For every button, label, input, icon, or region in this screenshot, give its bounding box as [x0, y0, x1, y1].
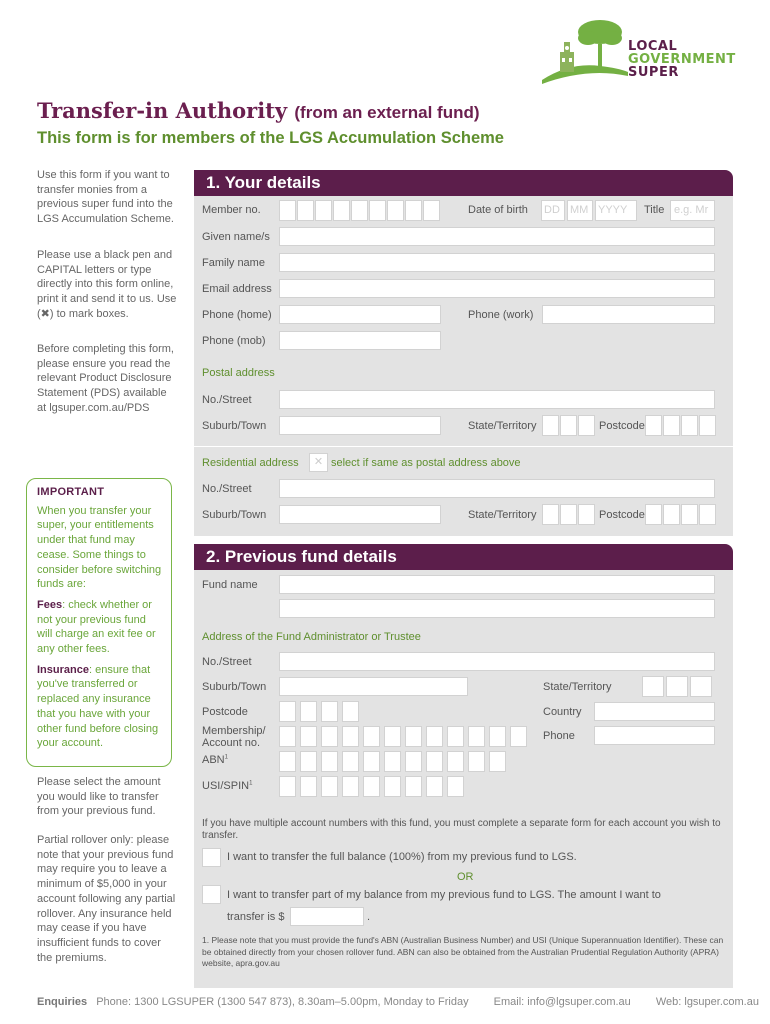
- membership-label-line1: Membership/: [202, 725, 266, 737]
- pds-text: Before completing this form, please ensure you read the relevant Product Disclosure Statement (PDS) available at lgsuper.com.au/PDS: [37, 343, 174, 414]
- footer-email[interactable]: Email: info@lgsuper.com.au: [493, 996, 631, 1008]
- abn-label: [202, 754, 228, 766]
- fund-name-label: Fund name: [202, 579, 258, 591]
- important-title: IMPORTANT: [37, 486, 105, 498]
- residential-state-box[interactable]: [542, 504, 559, 525]
- usi-footnote-ref: 1: [249, 780, 253, 787]
- divider: [194, 446, 733, 447]
- phone-work-label: Phone (work): [468, 309, 534, 321]
- intro-text: Use this form if you want to transfer monies from a previous super fund into the LGS Accumulation Scheme.: [37, 169, 174, 226]
- phone-mob-field[interactable]: [279, 331, 441, 350]
- partial-rollover-text: Partial rollover only: please note that your previous fund may require you to leave a minimum of $5,000 in your account following any partial rollover. Any insurance held may cease if you have insufficient funds to cover the premiums.: [37, 834, 176, 964]
- transfer-amount-period: .: [367, 911, 371, 923]
- title-field[interactable]: [670, 200, 715, 221]
- usi-box[interactable]: [321, 776, 338, 797]
- abn-box[interactable]: [342, 751, 359, 772]
- postal-address-heading: Postal address: [202, 367, 275, 379]
- postal-postcode-box[interactable]: [645, 415, 662, 436]
- usi-box[interactable]: [342, 776, 359, 797]
- select-amount-text: Please select the amount you would like to transfer from your previous fund.: [37, 776, 161, 818]
- membership-box[interactable]: [363, 726, 380, 747]
- postal-suburb-field[interactable]: [279, 416, 441, 435]
- residential-postcode-box[interactable]: [699, 504, 716, 525]
- abn-box[interactable]: [384, 751, 401, 772]
- member-no-box[interactable]: [279, 200, 296, 221]
- tree-logo-icon: [540, 18, 630, 88]
- residential-state-label: State/Territory: [468, 509, 537, 521]
- phone-home-label: Phone (home): [202, 309, 272, 321]
- fund-phone-label: Phone: [543, 730, 575, 742]
- footer-web[interactable]: Web: lgsuper.com.au: [655, 996, 759, 1008]
- abn-box[interactable]: [300, 751, 317, 772]
- important-text: When you transfer your super, your entitlements under that fund may cease. Some things to consider before switching funds are:: [37, 504, 162, 591]
- postal-state-box[interactable]: [542, 415, 559, 436]
- fees-note: [37, 598, 162, 657]
- membership-box[interactable]: [426, 726, 443, 747]
- postal-state-box[interactable]: [560, 415, 577, 436]
- dob-year-field[interactable]: [595, 200, 637, 221]
- postal-state-label: State/Territory: [468, 420, 537, 432]
- brand-line3: SUPER: [628, 65, 679, 80]
- fund-postcode-label: Postcode: [202, 706, 248, 718]
- dob-month-placeholder: MM: [570, 204, 589, 216]
- fees-text: : check whether or not your previous fund will charge an exit fee or any other fees.: [37, 598, 156, 656]
- residential-postcode-label: Postcode: [599, 509, 645, 521]
- usi-box[interactable]: [300, 776, 317, 797]
- page-subtitle: This form is for members of the LGS Accumulation Scheme: [37, 129, 504, 147]
- membership-box[interactable]: [489, 726, 506, 747]
- fund-state-box[interactable]: [690, 676, 712, 697]
- postal-postcode-box[interactable]: [681, 415, 698, 436]
- section2-panel: [194, 570, 733, 988]
- page-title: [37, 98, 480, 123]
- postal-postcode-box[interactable]: [663, 415, 680, 436]
- fund-phone-field[interactable]: [594, 726, 715, 745]
- fund-suburb-label: Suburb/Town: [202, 681, 267, 693]
- fees-label: Fees: [37, 598, 63, 611]
- abn-box[interactable]: [321, 751, 338, 772]
- brand-wordmark: [628, 40, 736, 79]
- usi-box[interactable]: [363, 776, 380, 797]
- member-no-box[interactable]: [333, 200, 350, 221]
- dob-month-field[interactable]: [567, 200, 593, 221]
- fund-name-field-2[interactable]: [279, 599, 715, 618]
- phone-work-field[interactable]: [542, 305, 715, 324]
- fund-name-field[interactable]: [279, 575, 715, 594]
- multiple-accounts-note: If you have multiple account numbers with this fund, you must complete a separate form for each account you wish to transfer.: [202, 818, 721, 841]
- fund-postcode-box[interactable]: [279, 701, 296, 722]
- usi-box[interactable]: [426, 776, 443, 797]
- instructions-text: Please use a black pen and CAPITAL letters or type directly into this form online, print it and send it to us. Use (✖) to mark boxes.: [37, 249, 177, 320]
- residential-suburb-label: Suburb/Town: [202, 509, 267, 521]
- abn-box[interactable]: [363, 751, 380, 772]
- member-no-box[interactable]: [387, 200, 404, 221]
- section2-heading: 2. Previous fund details: [194, 544, 733, 570]
- postal-postcode-label: Postcode: [599, 420, 645, 432]
- usi-label-text: USI/SPIN: [202, 780, 250, 792]
- title-main: Transfer-in Authority: [37, 98, 288, 123]
- usi-box[interactable]: [405, 776, 422, 797]
- fund-street-label: No./Street: [202, 656, 252, 668]
- membership-label: [202, 725, 266, 749]
- membership-box[interactable]: [468, 726, 485, 747]
- residential-street-field[interactable]: [279, 479, 715, 498]
- fund-postcode-box[interactable]: [321, 701, 338, 722]
- brand-line2: GOVERNMENT: [628, 52, 736, 67]
- fund-postcode-box[interactable]: [300, 701, 317, 722]
- member-no-box[interactable]: [405, 200, 422, 221]
- or-label: OR: [457, 871, 474, 883]
- same-as-postal-label: select if same as postal address above: [331, 457, 521, 469]
- email-field[interactable]: [279, 279, 715, 298]
- insurance-note: [37, 663, 162, 751]
- residential-postcode-box[interactable]: [681, 504, 698, 525]
- postal-street-field[interactable]: [279, 390, 715, 409]
- admin-address-heading: Address of the Fund Administrator or Trustee: [202, 631, 421, 643]
- residential-postcode-box[interactable]: [663, 504, 680, 525]
- residential-suburb-field[interactable]: [279, 505, 441, 524]
- member-no-box[interactable]: [423, 200, 440, 221]
- membership-box[interactable]: [405, 726, 422, 747]
- membership-box[interactable]: [447, 726, 464, 747]
- phone-home-field[interactable]: [279, 305, 441, 324]
- abn-box[interactable]: [447, 751, 464, 772]
- brand-line1: LOCAL: [628, 39, 678, 54]
- membership-box[interactable]: [342, 726, 359, 747]
- member-no-box[interactable]: [297, 200, 314, 221]
- abn-box[interactable]: [405, 751, 422, 772]
- section1-heading: 1. Your details: [194, 170, 733, 196]
- country-label: Country: [543, 706, 582, 718]
- fund-state-box[interactable]: [642, 676, 664, 697]
- country-field[interactable]: [594, 702, 715, 721]
- membership-box[interactable]: [384, 726, 401, 747]
- abn-box[interactable]: [279, 751, 296, 772]
- membership-box[interactable]: [321, 726, 338, 747]
- title-suffix: (from an external fund): [294, 103, 480, 122]
- usi-box[interactable]: [384, 776, 401, 797]
- usi-box[interactable]: [279, 776, 296, 797]
- given-name-field[interactable]: [279, 227, 715, 246]
- abn-box[interactable]: [468, 751, 485, 772]
- footer-enquiries-label: Enquiries: [37, 996, 88, 1008]
- dob-label: Date of birth: [468, 204, 528, 216]
- abn-box[interactable]: [489, 751, 506, 772]
- transfer-amount-label: transfer is $: [227, 911, 285, 923]
- dob-day-field[interactable]: [541, 200, 565, 221]
- member-no-box[interactable]: [315, 200, 332, 221]
- usi-box[interactable]: [447, 776, 464, 797]
- fund-state-box[interactable]: [666, 676, 688, 697]
- insurance-text: : ensure that you've transferred or replaced any insurance that you have with your other fund before closing your account.: [37, 663, 159, 750]
- usi-label: [202, 780, 252, 792]
- postal-suburb-label: Suburb/Town: [202, 420, 267, 432]
- email-label: Email address: [202, 283, 272, 295]
- family-name-field[interactable]: [279, 253, 715, 272]
- residential-street-label: No./Street: [202, 483, 252, 495]
- residential-postcode-box[interactable]: [645, 504, 662, 525]
- abn-box[interactable]: [426, 751, 443, 772]
- postal-state-box[interactable]: [578, 415, 595, 436]
- transfer-amount-field[interactable]: [290, 907, 364, 926]
- member-no-label: Member no.: [202, 204, 261, 216]
- residential-state-box[interactable]: [560, 504, 577, 525]
- member-no-box[interactable]: [351, 200, 368, 221]
- postal-postcode-box[interactable]: [699, 415, 716, 436]
- important-box: [26, 478, 172, 767]
- partial-balance-checkbox[interactable]: [202, 885, 221, 904]
- footer: [37, 996, 759, 1008]
- fund-postcode-box[interactable]: [342, 701, 359, 722]
- membership-box[interactable]: [279, 726, 296, 747]
- phone-mob-label: Phone (mob): [202, 335, 266, 347]
- fund-state-label: State/Territory: [543, 681, 612, 693]
- title-label: Title: [644, 204, 665, 216]
- section1-panel: [194, 196, 733, 536]
- full-balance-label: I want to transfer the full balance (100%) from my previous fund to LGS.: [227, 851, 577, 863]
- postal-street-label: No./Street: [202, 394, 252, 406]
- residential-address-heading: Residential address: [202, 457, 299, 469]
- given-name-label: Given name/s: [202, 231, 270, 243]
- partial-balance-label: I want to transfer part of my balance from my previous fund to LGS. The amount I want to: [227, 889, 661, 901]
- insurance-label: Insurance: [37, 663, 89, 676]
- dob-day-placeholder: DD: [544, 204, 560, 216]
- footer-phone: Phone: 1300 LGSUPER (1300 547 873), 8.30am–5.00pm, Monday to Friday: [96, 996, 469, 1008]
- fund-suburb-field[interactable]: [279, 677, 468, 696]
- abn-label-text: ABN: [202, 754, 225, 766]
- abn-usi-footnote: 1. Please note that you must provide the fund's ABN (Australian Business Number) and USI (Unique Superannuation Identifier). These can be obtained directly from your chosen rollover fund. ABN can also be obtained from the Australian Prudential Regulation Authority (APRA) website, apra.gov.au: [202, 935, 724, 968]
- dob-year-placeholder: YYYY: [598, 204, 628, 216]
- membership-box[interactable]: [510, 726, 527, 747]
- family-name-label: Family name: [202, 257, 265, 269]
- member-no-box[interactable]: [369, 200, 386, 221]
- fund-street-field[interactable]: [279, 652, 715, 671]
- full-balance-checkbox[interactable]: [202, 848, 221, 867]
- membership-label-line2: Account no.: [202, 737, 261, 749]
- abn-footnote-ref: 1: [224, 754, 228, 761]
- title-placeholder: e.g. Mr: [674, 204, 709, 216]
- membership-box[interactable]: [300, 726, 317, 747]
- residential-state-box[interactable]: [578, 504, 595, 525]
- same-as-postal-checkbox[interactable]: ✕: [309, 453, 328, 472]
